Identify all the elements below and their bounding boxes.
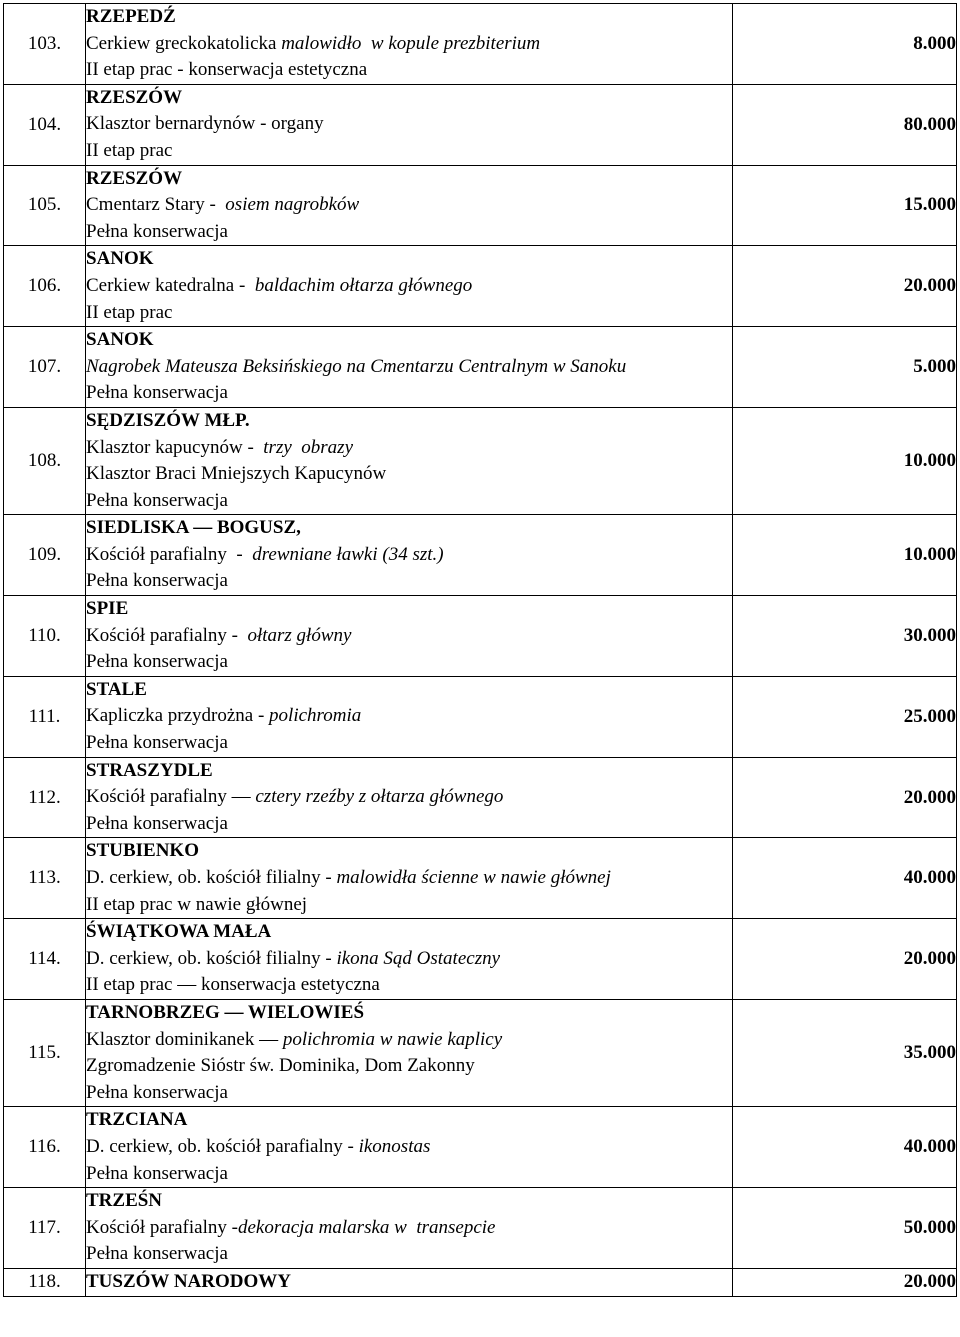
row-amount: 15.000 (733, 165, 957, 246)
scope-line: Pełna konserwacja (86, 1162, 228, 1184)
place-name: ŚWIĄTKOWA MAŁA (86, 921, 272, 943)
object-line (86, 111, 732, 138)
place-name: STALE (86, 678, 147, 700)
row-description (86, 165, 733, 246)
object-text: D. cerkiew, ob. kościół parafialny - (86, 1135, 359, 1157)
row-number: 103. (4, 4, 86, 85)
object-detail: baldachim ołtarza głównego (254, 274, 473, 296)
scope-line: II etap prac - konserwacja estetyczna (86, 59, 368, 81)
owner-line: Klasztor Braci Mniejszych Kapucynów (86, 463, 387, 485)
row-number: 117. (4, 1188, 86, 1269)
row-number: 111. (4, 676, 86, 757)
row-amount: 20.000 (733, 246, 957, 327)
place-name: RZESZÓW (86, 167, 183, 189)
table-row (4, 919, 957, 1000)
object-text: Klasztor dominikanek — (86, 1028, 283, 1050)
row-description (86, 407, 733, 514)
place-name: SANOK (86, 248, 154, 270)
object-line (86, 865, 732, 892)
scope-line: Pełna konserwacja (86, 382, 228, 404)
row-number: 118. (4, 1268, 86, 1296)
row-number: 114. (4, 919, 86, 1000)
scope-line: Pełna konserwacja (86, 1243, 228, 1265)
object-line (86, 946, 732, 973)
object-text: Cerkiew greckokatolicka (86, 32, 282, 54)
object-line (86, 1215, 732, 1242)
object-detail: cztery rzeźby z ołtarza głównego (255, 786, 504, 808)
table-row (4, 596, 957, 677)
table-row (4, 165, 957, 246)
table-row (4, 84, 957, 165)
table-row (4, 999, 957, 1106)
row-description (86, 596, 733, 677)
row-amount: 20.000 (733, 919, 957, 1000)
row-amount: 25.000 (733, 676, 957, 757)
place-name: RZEPEDŹ (86, 6, 176, 27)
row-description (86, 919, 733, 1000)
row-amount: 20.000 (733, 757, 957, 838)
scope-line: Pełna konserwacja (86, 1081, 228, 1103)
object-text: Kościół parafialny — (86, 786, 256, 808)
object-line (86, 784, 732, 811)
object-detail: ikonostas (358, 1135, 431, 1157)
object-text: Cmentarz Stary - (86, 194, 226, 216)
row-description (86, 757, 733, 838)
scope-line: II etap prac — konserwacja estetyczna (86, 974, 380, 996)
row-amount: 10.000 (733, 515, 957, 596)
object-detail: polichromia w nawie kaplicy (282, 1028, 503, 1050)
object-text: Kościół parafialny - (86, 543, 253, 565)
row-number: 112. (4, 757, 86, 838)
row-number: 110. (4, 596, 86, 677)
row-description (86, 1107, 733, 1188)
grants-table-body (4, 4, 957, 1297)
row-number: 109. (4, 515, 86, 596)
place-name: RZESZÓW (86, 86, 183, 108)
object-text: Kapliczka przydrożna - (86, 705, 270, 727)
object-detail: malowidło w kopule prezbiterium (281, 32, 541, 54)
table-row (4, 246, 957, 327)
object-detail: osiem nagrobków (225, 194, 360, 216)
scope-line: II etap prac (86, 139, 173, 161)
row-description (86, 515, 733, 596)
object-text: Kościół parafialny - (86, 1216, 238, 1238)
row-amount: 5.000 (733, 327, 957, 408)
table-row (4, 327, 957, 408)
row-amount: 30.000 (733, 596, 957, 677)
object-text: Klasztor bernardynów - organy (86, 113, 324, 135)
table-row (4, 407, 957, 514)
row-amount: 50.000 (733, 1188, 957, 1269)
place-name: TRZEŚN (86, 1190, 163, 1212)
scope-line: Pełna konserwacja (86, 489, 228, 511)
row-amount: 40.000 (733, 1107, 957, 1188)
table-row (4, 1107, 957, 1188)
object-detail: polichromia (269, 705, 362, 727)
scope-line: Pełna konserwacja (86, 651, 228, 673)
row-number: 104. (4, 84, 86, 165)
object-line (86, 542, 732, 569)
table-row (4, 1268, 957, 1296)
place-name: TRZCIANA (86, 1109, 188, 1131)
object-detail: malowidła ścienne w nawie głównej (336, 867, 611, 888)
object-line (86, 192, 732, 219)
row-description (86, 1188, 733, 1269)
place-name: SIEDLISKA — BOGUSZ, (86, 517, 301, 539)
scope-line: Pełna konserwacja (86, 732, 228, 754)
place-name: STRASZYDLE (86, 759, 213, 781)
grants-table (3, 3, 957, 1297)
object-line (86, 1134, 732, 1161)
place-name: STUBIENKO (86, 840, 199, 862)
object-text: D. cerkiew, ob. kościół filialny - (86, 867, 337, 888)
place-name: SPIE (86, 598, 129, 620)
row-number: 106. (4, 246, 86, 327)
row-description (86, 246, 733, 327)
object-text: D. cerkiew, ob. kościół filialny - (86, 947, 337, 969)
place-name: TUSZÓW NARODOWY (86, 1270, 291, 1292)
row-amount: 80.000 (733, 84, 957, 165)
row-description (86, 676, 733, 757)
row-amount: 40.000 (733, 838, 957, 919)
table-row (4, 4, 957, 85)
row-number: 113. (4, 838, 86, 919)
scope-line: II etap prac w nawie głównej (86, 893, 308, 915)
object-line (86, 435, 732, 462)
row-description (86, 1268, 733, 1296)
table-row (4, 1188, 957, 1269)
place-name: SĘDZISZÓW MŁP. (86, 409, 250, 431)
object-detail: dekoracja malarska w transepcie (237, 1216, 496, 1238)
object-text: Cerkiew katedralna - (86, 274, 255, 296)
object-line (86, 623, 732, 650)
table-row (4, 838, 957, 919)
row-description (86, 327, 733, 408)
scope-line: Pełna konserwacja (86, 812, 228, 834)
table-row (4, 515, 957, 596)
row-number: 115. (4, 999, 86, 1106)
row-number: 116. (4, 1107, 86, 1188)
object-detail: Nagrobek Mateusza Beksińskiego na Cmentarzu Centralnym w Sanoku (86, 355, 627, 377)
object-detail: ołtarz główny (247, 624, 352, 646)
table-row (4, 757, 957, 838)
object-detail: ikona Sąd Ostateczny (336, 947, 501, 969)
scope-line: Pełna konserwacja (86, 220, 228, 242)
place-name: SANOK (86, 329, 154, 351)
row-number: 108. (4, 407, 86, 514)
object-line (86, 1027, 732, 1054)
row-amount: 8.000 (733, 4, 957, 85)
object-text: Kościół parafialny - (86, 624, 248, 646)
row-description (86, 838, 733, 919)
row-amount: 10.000 (733, 407, 957, 514)
owner-line: Zgromadzenie Sióstr św. Dominika, Dom Zakonny (86, 1055, 475, 1077)
row-amount: 35.000 (733, 999, 957, 1106)
scope-line: II etap prac (86, 301, 173, 323)
row-description (86, 999, 733, 1106)
object-detail: trzy obrazy (263, 436, 354, 458)
row-description (86, 84, 733, 165)
place-name: TARNOBRZEG — WIELOWIEŚ (86, 1001, 365, 1023)
object-line (86, 703, 732, 730)
row-number: 105. (4, 165, 86, 246)
object-line (86, 273, 732, 300)
row-amount: 20.000 (733, 1268, 957, 1296)
object-detail: drewniane ławki (34 szt.) (252, 543, 444, 565)
row-description (86, 4, 733, 85)
object-line (86, 31, 732, 58)
scope-line: Pełna konserwacja (86, 570, 228, 592)
table-row (4, 676, 957, 757)
row-number: 107. (4, 327, 86, 408)
object-text: Klasztor kapucynów - (86, 436, 264, 458)
